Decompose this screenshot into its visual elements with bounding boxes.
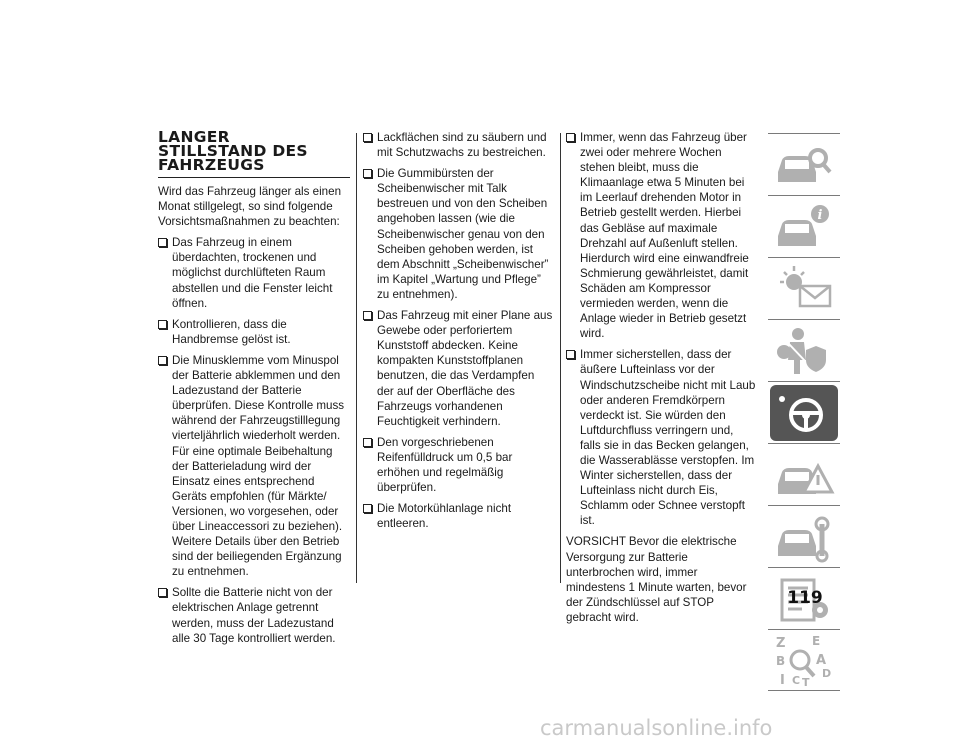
checkbox-bullet-icon xyxy=(158,588,167,597)
tab-car-search[interactable] xyxy=(768,133,840,195)
index-letter-a: A xyxy=(816,653,827,668)
list-item: Sollte die Batterie nicht von der elektrischen Anlage getrennt werden, muss der Ladezustand alle 30 Tage kontrolliert werden. xyxy=(158,585,350,645)
list-item: Die Motorkühlanlage nicht entleeren. xyxy=(363,501,553,531)
warning-lights-icon xyxy=(772,262,836,316)
svg-text:i: i xyxy=(817,208,823,223)
steering-wheel-icon xyxy=(772,386,836,440)
checkbox-bullet-icon xyxy=(566,133,575,142)
checkbox-bullet-icon xyxy=(363,504,372,513)
checkbox-bullet-icon xyxy=(158,356,167,365)
index-letter-d: D xyxy=(822,667,832,680)
checkbox-bullet-icon xyxy=(566,350,575,359)
tab-maintenance[interactable] xyxy=(768,505,840,567)
bullet-list xyxy=(158,235,350,645)
section-heading: LANGER STILLSTAND DES FAHRZEUGS xyxy=(158,130,350,178)
column-1 xyxy=(158,130,350,652)
index-icon xyxy=(772,634,836,688)
tab-driving[interactable] xyxy=(768,381,840,443)
list-item: Das Fahrzeug mit einer Plane aus Gewebe oder perforiertem Kunststoff abdecken. Keine kompakten Kunststoffplanen benutzen, die das Verdampfen der auf der Oberfläche des Fahrzeugs vorhandenen Feuchtigkeit verhindern. xyxy=(363,308,553,429)
list-item: Kontrollieren, dass die Handbremse gelöst ist. xyxy=(158,317,350,347)
checkbox-bullet-icon xyxy=(158,320,167,329)
list-item: Immer sicherstellen, dass der äußere Lufteinlass vor der Windschutzscheibe nicht mit Laub oder anderen Fremdkörpern verdeckt ist. Sie würden den Luftdurchfluss verringern und, falls sie in das Becken gelangen, die Wasserablässe verstopfen. Im Winter sicherstellen, dass der Lufteinlass nicht durch Eis, Schlamm oder Schnee verstopft ist. xyxy=(566,347,756,528)
checkbox-bullet-icon xyxy=(363,169,372,178)
list-item: Die Gummibürsten der Scheibenwischer mit Talk bestreuen und von den Scheiben angehoben lassen (wie die Scheibenwischer genau von den Scheiben gehoben werden, ist dem Abschnitt „Scheibenwischer” im Kapitel „Wartung und Pflege” zu entnehmen). xyxy=(363,166,553,302)
car-maintenance-icon xyxy=(772,510,836,564)
intro-text: Wird das Fahrzeug länger als einen Monat stillgelegt, so sind folgende Vorsichtsmaßnahmen zu beachten: xyxy=(158,185,342,229)
tab-warning-lights[interactable] xyxy=(768,257,840,319)
tab-index[interactable] xyxy=(768,629,840,691)
emergency-icon xyxy=(772,448,836,502)
column-3 xyxy=(566,130,756,631)
tab-emergency[interactable] xyxy=(768,443,840,505)
bullet-list xyxy=(566,130,756,528)
checkbox-bullet-icon xyxy=(363,438,372,447)
list-item: Lackflächen sind zu säubern und mit Schutzwachs zu bestreichen. xyxy=(363,130,553,160)
list-item: Immer, wenn das Fahrzeug über zwei oder mehrere Wochen stehen bleibt, muss die Klimaanlage etwa 5 Minuten bei im Leerlauf drehenden Motor in Betrieb gestellt werden. Hierbei das Gebläse auf maximale Drehzahl auf Außenluft stellen. Hierdurch wird eine einwandfreie Schmierung gewährleistet, damit Schäden am Kompressor vermieden werden, wenn die Anlage wieder in Betrieb gesetzt wird. xyxy=(566,130,756,341)
tab-car-info[interactable] xyxy=(768,195,840,257)
index-letter-b: B xyxy=(776,654,786,668)
list-item: Die Minusklemme vom Minuspol der Batterie abklemmen und den Ladezustand der Batterie überprüfen. Diese Kontrolle muss während der Fahrzeugstilllegung vierteljährlich wiederholt werden. Für eine optimale Beibehaltung der Batterieladung wird der Einsatz eines entsprechend Geräts empfohlen (für Märkte/ Versionen, wo vorgesehen, oder über Lineaccessori zu beziehen). Weitere Details über den Betrieb sind der beiliegenden Ergänzung zu entnehmen. xyxy=(158,353,350,579)
index-letter-e: E xyxy=(812,634,821,648)
checkbox-bullet-icon xyxy=(363,133,372,142)
column-divider xyxy=(356,133,357,583)
bullet-list xyxy=(363,130,553,531)
index-letter-z: Z xyxy=(776,636,786,651)
column-divider xyxy=(560,133,561,583)
watermark: carmanualsonline.info xyxy=(540,716,773,740)
index-letter-i: I xyxy=(780,673,785,688)
list-item: Das Fahrzeug in einem überdachten, trockenen und möglichst durchlüfteten Raum abstellen und die Fenster leicht öffnen. xyxy=(158,235,350,310)
caution-note: VORSICHT Bevor die elektrische Versorgung zur Batterie unterbrochen wird, immer mindestens 1 Minute warten, bevor der Zündschlüssel auf STOP gebracht wird. xyxy=(566,535,747,624)
list-item: Den vorgeschriebenen Reifenfülldruck um 0,5 bar erhöhen und regelmäßig überprüfen. xyxy=(363,435,553,495)
page-number: 119 xyxy=(787,588,823,608)
index-letter-t: T xyxy=(802,676,810,688)
checkbox-bullet-icon xyxy=(158,238,167,247)
safety-icon xyxy=(772,324,836,378)
tab-safety[interactable] xyxy=(768,319,840,381)
checkbox-bullet-icon xyxy=(363,311,372,320)
column-2 xyxy=(363,130,553,537)
car-info-icon xyxy=(772,200,836,254)
index-letter-c: C xyxy=(792,674,801,687)
car-search-icon xyxy=(772,138,836,192)
